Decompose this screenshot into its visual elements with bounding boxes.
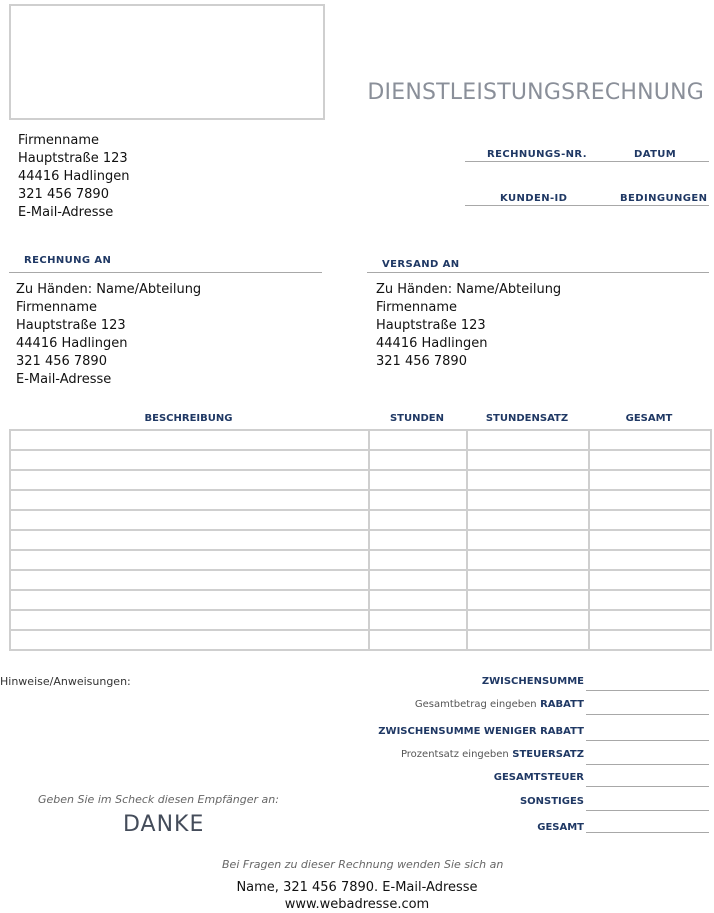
bill-to-city: 44416 Hadlingen xyxy=(16,336,128,351)
document-title: DIENSTLEISTUNGSRECHNUNG xyxy=(367,80,704,105)
hours-cell[interactable] xyxy=(369,470,467,490)
meta-divider xyxy=(465,205,709,206)
bill-to-street: Hauptstraße 123 xyxy=(16,318,126,333)
description-cell[interactable] xyxy=(10,610,369,630)
column-header-total: GESAMT xyxy=(625,413,673,424)
table-row xyxy=(10,610,711,630)
hours-cell[interactable] xyxy=(369,530,467,550)
rate-cell[interactable] xyxy=(467,490,589,510)
table-row xyxy=(10,470,711,490)
ship-to-address xyxy=(376,281,561,371)
total-cell[interactable] xyxy=(589,470,711,490)
discount-hint: Gesamtbetrag eingeben xyxy=(414,699,537,710)
footer-questions: Bei Fragen zu dieser Rechnung wenden Sie sich an xyxy=(222,858,504,871)
notes-label: Hinweise/Anweisungen: xyxy=(0,675,131,688)
total-tax-label: GESAMTSTEUER xyxy=(493,772,584,783)
company-address xyxy=(18,132,129,222)
subtotal-value-line[interactable] xyxy=(586,690,709,691)
invoice-number-label: RECHNUNGS-NR. xyxy=(487,149,587,160)
total-cell[interactable] xyxy=(589,450,711,470)
table-row xyxy=(10,450,711,470)
total-cell[interactable] xyxy=(589,430,711,450)
table-row xyxy=(10,430,711,450)
bill-to-label: RECHNUNG AN xyxy=(24,255,112,266)
table-row xyxy=(10,570,711,590)
total-cell[interactable] xyxy=(589,530,711,550)
other-label: SONSTIGES xyxy=(519,796,584,807)
ship-to-street: Hauptstraße 123 xyxy=(376,318,486,333)
rate-cell[interactable] xyxy=(467,510,589,530)
description-cell[interactable] xyxy=(10,630,369,650)
table-row xyxy=(10,590,711,610)
description-cell[interactable] xyxy=(10,570,369,590)
table-row xyxy=(10,490,711,510)
bill-to-divider xyxy=(9,272,322,273)
bill-to-address xyxy=(16,281,201,389)
column-header-rate: STUNDENSATZ xyxy=(485,413,569,424)
grand-total-label: GESAMT xyxy=(537,822,584,833)
hours-cell[interactable] xyxy=(369,430,467,450)
logo-placeholder xyxy=(9,4,325,120)
footer-website[interactable]: www.webadresse.com xyxy=(284,897,430,912)
subtotal-less-discount-label: ZWISCHENSUMME WENIGER RABATT xyxy=(378,726,584,737)
total-cell[interactable] xyxy=(589,570,711,590)
ship-to-attn: Zu Händen: Name/Abteilung xyxy=(376,282,562,297)
description-cell[interactable] xyxy=(10,510,369,530)
tax-rate-hint: Prozentsatz eingeben xyxy=(400,749,509,760)
description-cell[interactable] xyxy=(10,530,369,550)
company-name: Firmenname xyxy=(18,133,100,148)
hours-cell[interactable] xyxy=(369,630,467,650)
date-label: DATUM xyxy=(634,149,677,160)
payee-note: Geben Sie im Scheck diesen Empfänger an: xyxy=(38,793,279,806)
ship-to-name: Firmenname xyxy=(376,300,458,315)
description-cell[interactable] xyxy=(10,470,369,490)
description-cell[interactable] xyxy=(10,450,369,470)
ship-to-label: VERSAND AN xyxy=(382,259,460,270)
rate-cell[interactable] xyxy=(467,430,589,450)
hours-cell[interactable] xyxy=(369,510,467,530)
subtotal-label: ZWISCHENSUMME xyxy=(481,676,584,687)
hours-cell[interactable] xyxy=(369,610,467,630)
rate-cell[interactable] xyxy=(467,470,589,490)
bill-to-email: E-Mail-Adresse xyxy=(16,372,112,387)
bill-to-phone: 321 456 7890 xyxy=(16,354,107,369)
thanks-text: DANKE xyxy=(123,812,205,837)
company-phone: 321 456 7890 xyxy=(18,187,109,202)
description-cell[interactable] xyxy=(10,550,369,570)
rate-cell[interactable] xyxy=(467,550,589,570)
rate-cell[interactable] xyxy=(467,590,589,610)
tax-rate-label: STEUERSATZ xyxy=(512,749,584,760)
table-row xyxy=(10,630,711,650)
company-city: 44416 Hadlingen xyxy=(18,169,130,184)
other-value-line[interactable] xyxy=(586,810,709,811)
customer-id-label: KUNDEN-ID xyxy=(500,193,568,204)
hours-cell[interactable] xyxy=(369,490,467,510)
hours-cell[interactable] xyxy=(369,570,467,590)
bill-to-attn: Zu Händen: Name/Abteilung xyxy=(16,282,202,297)
discount-label: RABATT xyxy=(540,699,584,710)
company-email: E-Mail-Adresse xyxy=(18,205,114,220)
column-header-description: BESCHREIBUNG xyxy=(144,413,233,424)
description-cell[interactable] xyxy=(10,590,369,610)
footer-contact: Name, 321 456 7890. E-Mail-Adresse xyxy=(236,880,478,895)
rate-cell[interactable] xyxy=(467,530,589,550)
table-row xyxy=(10,510,711,530)
description-cell[interactable] xyxy=(10,490,369,510)
ship-to-city: 44416 Hadlingen xyxy=(376,336,488,351)
total-tax-value-line[interactable] xyxy=(586,786,709,787)
rate-cell[interactable] xyxy=(467,570,589,590)
subtotal-less-discount-value-line[interactable] xyxy=(586,740,709,741)
discount-value-line[interactable] xyxy=(586,714,709,715)
discount-row xyxy=(415,699,584,710)
ship-to-divider xyxy=(367,272,709,273)
hours-cell[interactable] xyxy=(369,450,467,470)
rate-cell[interactable] xyxy=(467,450,589,470)
rate-cell[interactable] xyxy=(467,630,589,650)
total-cell[interactable] xyxy=(589,550,711,570)
terms-label: BEDINGUNGEN xyxy=(620,193,708,204)
tax-rate-value-line[interactable] xyxy=(586,764,709,765)
description-cell[interactable] xyxy=(10,430,369,450)
meta-divider xyxy=(465,161,709,162)
grand-total-value-line[interactable] xyxy=(586,832,709,833)
total-cell[interactable] xyxy=(589,610,711,630)
hours-cell[interactable] xyxy=(369,590,467,610)
ship-to-phone: 321 456 7890 xyxy=(376,354,467,369)
company-street: Hauptstraße 123 xyxy=(18,151,128,166)
tax-rate-row xyxy=(401,749,584,760)
total-cell[interactable] xyxy=(589,630,711,650)
total-cell[interactable] xyxy=(589,590,711,610)
total-cell[interactable] xyxy=(589,490,711,510)
line-items-table xyxy=(9,429,712,651)
total-cell[interactable] xyxy=(589,510,711,530)
column-header-hours: STUNDEN xyxy=(389,413,444,424)
table-row xyxy=(10,530,711,550)
rate-cell[interactable] xyxy=(467,610,589,630)
table-row xyxy=(10,550,711,570)
bill-to-name: Firmenname xyxy=(16,300,98,315)
hours-cell[interactable] xyxy=(369,550,467,570)
